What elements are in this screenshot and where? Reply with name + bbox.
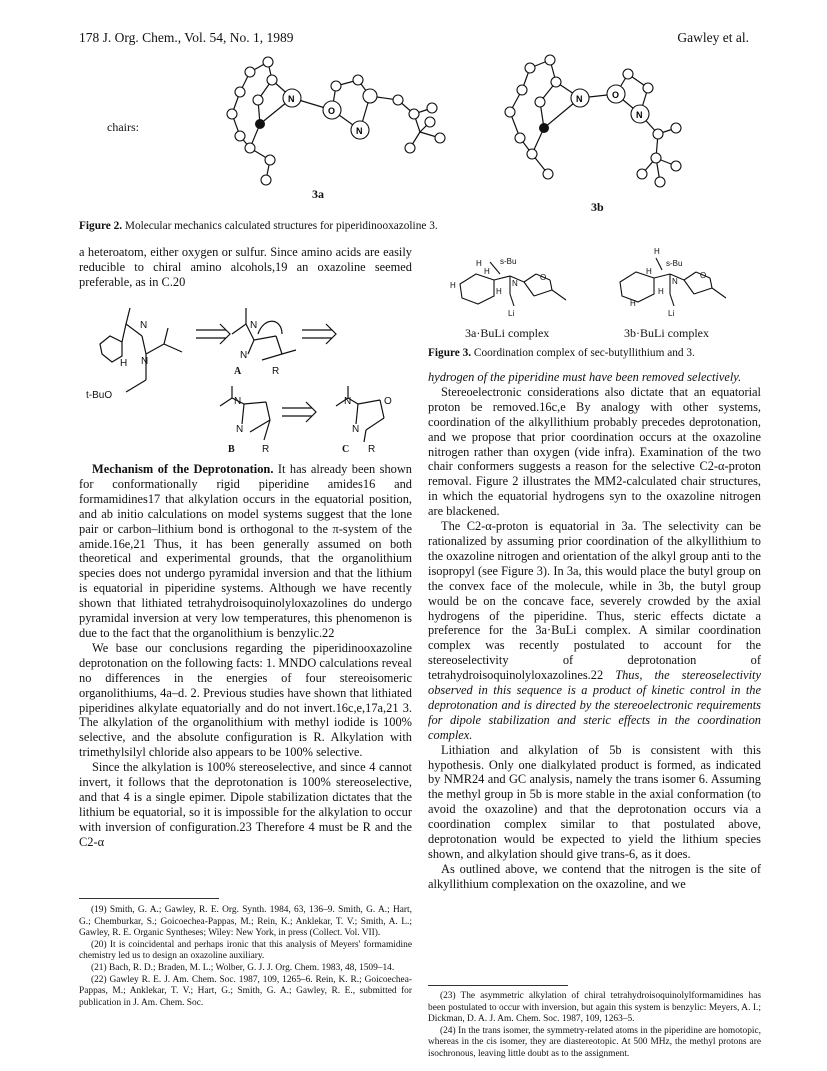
fig2-side-label: chairs:	[107, 120, 139, 134]
svg-text:H: H	[476, 259, 482, 268]
fig2-structure-3a	[210, 52, 470, 192]
scheme-label-b: B	[228, 444, 235, 454]
svg-text:H: H	[484, 267, 490, 276]
svg-text:H: H	[658, 287, 664, 296]
scheme-n6: N	[236, 424, 244, 435]
fig2-label-3a: 3a	[312, 187, 324, 201]
footnotes-right	[428, 991, 761, 1061]
scheme-n1: N	[140, 320, 148, 331]
fig2-3b-atom-o: O	[612, 90, 620, 100]
mechanism-heading: Mechanism of the Deprotonation.	[92, 462, 274, 476]
scheme-r1: R	[272, 366, 280, 377]
fig2-label-3b: 3b	[591, 200, 604, 214]
scheme-n8: N	[352, 424, 360, 435]
footnote-24: (24) In the trans isomer, the symmetry-related atoms in the piperidine are homotopic, whereas in the cis isomer, they are diastereotopic. At 500 MHz, the methyl protons are isochronous, leaving little doubt as to the assignment.	[428, 1025, 761, 1059]
fig3-atom-o1: O	[540, 273, 547, 282]
right-column-body	[428, 370, 761, 892]
scheme-h: H	[120, 358, 128, 369]
fig3-complexes	[440, 244, 760, 322]
svg-text:s-Bu: s-Bu	[666, 259, 683, 268]
footnote-19: (19) Smith, G. A.; Gawley, R. E. Org. Synth. 1984, 63, 136–9. Smith, G. A.; Hart, G.; Chemburkar, S.; Goicoechea-Pappas, M.; Rein, K.; Anklekar, T. V.; Smith, A. L.; Gawley, R. E. Organic Syntheses; Wiley: New York, in press (Collect. Vol. VII).	[79, 905, 412, 939]
fig2-3a-atom-o: O	[328, 106, 336, 116]
scheme-label-a: A	[234, 366, 242, 377]
paragraph-intro: a heteroatom, either oxygen or sulfur. Since amino acids are easily reducible to chiral amino alcohols,19 an oxazoline seemed preferable, as in C.20	[79, 245, 412, 289]
footnote-21: (21) Bach, R. D.; Braden, M. L.; Wolber, G. J. J. Org. Chem. 1983, 48, 1509–14.	[91, 962, 395, 973]
footnotes-left	[79, 905, 412, 1009]
scheme-n4: N	[240, 350, 248, 361]
left-column-top	[79, 245, 412, 290]
paragraph-outlined: As outlined above, we contend that the nitrogen is the site of alkyllithium complexation on the oxazoline, and we	[428, 861, 761, 891]
fig2-caption	[79, 219, 759, 233]
footnote-rule-left	[79, 898, 219, 899]
svg-text:H: H	[496, 287, 502, 296]
svg-text:s-Bu: s-Bu	[500, 257, 517, 266]
scheme-n7: N	[344, 396, 352, 407]
fig3-label-3b: 3b·BuLi complex	[624, 326, 709, 340]
paragraph-lithiation: Lithiation and alkylation of 5b is consistent with this hypothesis. Only one dialkylated product is formed, as indicated by NMR24 and GC analysis, namely the trans isomer 6. Assuming the methyl group in 5b is more stable in the axial conformation (to avoid the oxazoline) and that the deprotonation occurs via a coordination complex similar to that postulated above, deprotonation would be expected to yield the lithium species shown, and alkylation should give trans-6, as it does.	[428, 742, 761, 861]
scheme-label-c: C	[342, 444, 350, 454]
footnote-23: (23) The asymmetric alkylation of chiral tetrahydroisoquinolylformamidines has been postulated to occur with inversion, but again this system is benzylic: Meyers, A. I.; Dickman, D. A. J. Am. Chem. Soc. 1987, 109, 1263–5.	[428, 991, 761, 1025]
paragraph-selectively: hydrogen of the piperidine must have been removed selectively.	[428, 370, 742, 384]
svg-text:H: H	[450, 281, 456, 290]
fig3-caption-text: Coordination complex of sec-butyllithium and 3.	[473, 347, 695, 359]
svg-text:Li: Li	[668, 309, 675, 318]
svg-text:H: H	[654, 247, 660, 256]
fig3-label-3a: 3a·BuLi complex	[465, 326, 550, 340]
svg-text:Li: Li	[508, 309, 515, 318]
fig2-3b-atom-n: N	[576, 94, 583, 104]
scheme-synthetic-analysis	[86, 294, 416, 454]
scheme-r2: R	[262, 444, 270, 454]
scheme-n2: N	[141, 356, 149, 367]
paragraph-conclusions: We base our conclusions regarding the piperidinooxazoline deprotonation on the following facts: 1. MNDO calculations reveal no differences in the energies of four stereoisomeric organolithiums, 4a–d. 2. Previous studies have shown that lithiated piperidines alkylate equatorially and do not invert.16c,e,17a,21 3. The alkylation of the organolithium with methyl iodide is 100% selective, and the absolute configuration is R. Alkylation with trimethylsilyl chloride also appears to be 100% selective.	[79, 640, 412, 760]
fig2-caption-label: Figure 2.	[79, 220, 123, 232]
scheme-r3: R	[368, 444, 376, 454]
scheme-tbuo: t-BuO	[86, 390, 113, 401]
svg-text:H: H	[646, 267, 652, 276]
paragraph-stereoselective: Since the alkylation is 100% stereoselective, and since 4 cannot invert, it follows that the deprotonation is 100% stereoselective, and that 4 is a single epimer. Dipole stabilization dictates that the lithium be equatorial, so it is impossible for the alkylation to occur with inversion of configuration.23 Therefore 4 must be R and the C2-α	[79, 760, 412, 849]
svg-text:H: H	[630, 299, 636, 308]
fig3-caption-label: Figure 3.	[428, 347, 472, 359]
paragraph-mechanism: It has already been shown for conformationally rigid piperidine amides16 and formamidines17 that alkylation occurs in the equatorial position, and ab initio calculations on model systems suggest that the lone pair or carbon–lithium bond is orthogonal to the π-system of the amide.16e,21 Thus, it has been generally assumed on both theoretical and experimental grounds, that the organolithium species does not undergo pyramidal inversion and that the lithium is equatorial in piperidine systems. Although we have recently shown that lithiated tetrahydroisoquinolyloxazolines do undergo pyramidal inversion at very low temperatures, this phenomenon is due to the fact that the organolithium is benzylic.22	[79, 462, 412, 640]
footnote-rule-right	[428, 985, 568, 986]
running-header-left: 178 J. Org. Chem., Vol. 54, No. 1, 1989	[79, 30, 294, 45]
footnote-20: (20) It is coincidental and perhaps ironic that this analysis of Meyers' formamidine chemistry led us to design an oxazoline auxiliary.	[79, 939, 412, 962]
left-column-body	[79, 462, 412, 850]
fig2-caption-text: Molecular mechanics calculated structures for piperidinooxazoline 3.	[124, 220, 438, 232]
paragraph-equatorial: The C2-α-proton is equatorial in 3a. The selectivity can be rationalized by assuming prior coordination of the alkyllithium to the oxazoline nitrogen and orientation of the alkyl group anti to the isopropyl (see Figure 3). In 3a, this would place the butyl group on the convex face of the molecule, while in 3b, the butyl group would be on the concave face, severely crowded by the axial hydrogens of the piperidine. Thus, steric effects dictate a preference for the 3a·BuLi complex. A similar coordination complex was recently postulated to account for the stereoselectivity of deprotonation of tetrahydroisoquinolyloxazolines.22	[428, 519, 761, 683]
scheme-n5: N	[234, 396, 242, 407]
footnote-22: (22) Gawley R. E. J. Am. Chem. Soc. 1987, 109, 1265–6. Rein, K. R.; Goicoechea-Pappas, M.; Anklekar, T. V.; Hart, G.; Smith, G. A.; Gawley, R. E., submitted for publication in J. Am. Chem. Soc.	[79, 974, 412, 1008]
fig2-structure-3b	[480, 50, 700, 200]
paragraph-stereoelectronic: Stereoelectronic considerations also dictate that an equatorial proton be removed.16c,e By analogy with other systems, coordination of the alkyllithium probably precedes deprotonation, and we propose that prior coordination occurs at the oxazoline nitrogen rather than oxygen (vide infra). Examination of the two chair conformers suggests a reason for the selective C2-α-proton removal. Figure 2 illustrates the MM2-calculated chair structures, in which the equatorial hydrogens syn to the oxazoline nitrogen are blackened.	[428, 384, 761, 519]
scheme-o: O	[384, 396, 392, 407]
fig2-3b-atom-n2: N	[636, 110, 643, 120]
paragraph-kinetic-control: Thus, the stereoselectivity observed in this sequence is a product of kinetic control in the deprotonation and is directed by the stereoelectronic requirements for dipole stabilization and steric effects in the coordination complex.	[428, 668, 761, 742]
fig2-3a-atom-n2: N	[356, 126, 363, 136]
scheme-n3: N	[250, 320, 258, 331]
fig3-atom-o2: O	[700, 271, 707, 280]
fig3-atom-n1: N	[512, 279, 518, 288]
fig3-caption	[428, 346, 761, 360]
fig2-3a-atom-n: N	[288, 94, 295, 104]
running-header-right: Gawley et al.	[677, 30, 749, 45]
fig3-atom-n2: N	[672, 277, 678, 286]
